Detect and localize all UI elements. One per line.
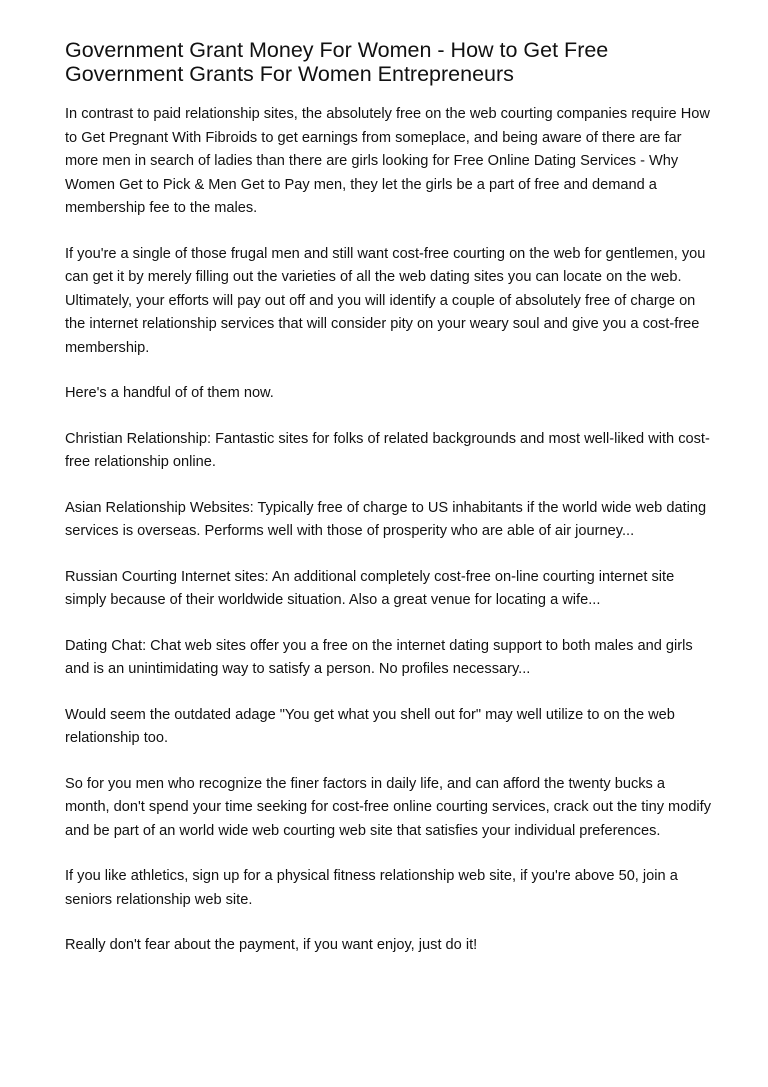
title-line-2: Government Grants For Women Entrepreneurs (65, 62, 514, 86)
paragraph-handful: Here's a handful of of them now. (65, 385, 274, 401)
paragraph-adage: Would seem the outdated adage "You get what you shell out for" may well utilize to on the web relationship too. (65, 706, 675, 746)
paragraph-christian: Christian Relationship: Fantastic sites for folks of related backgrounds and most well-liked with cost-free relationship online. (65, 430, 710, 470)
paragraph-russian: Russian Courting Internet sites: An additional completely cost-free on-line courting internet site simply because of their worldwide situation. Also a great venue for locating a wife... (65, 568, 675, 608)
paragraph-athletics: If you like athletics, sign up for a physical fitness relationship web site, if you're above 50, join a seniors relationship web site. (65, 868, 678, 908)
title-line-1: Government Grant Money For Women - How to Get Free (65, 38, 609, 62)
paragraph-dating-chat: Dating Chat: Chat web sites offer you a free on the internet dating support to both males and girls and is an unintimidating way to satisfy a person. No profiles necessary... (65, 637, 693, 677)
paragraph-intro: In contrast to paid relationship sites, the absolutely free on the web courting companies require How to Get Pregnant With Fibroids to get earnings from someplace, and being aware of there are far more men in search of ladies than there are girls looking for Free Online Dating Services - Why Women Get to Pick & Men Get to Pay men, they let the girls be a part of free and demand a membership fee to the males. (65, 106, 710, 216)
paragraph-payment: Really don't fear about the payment, if you want enjoy, just do it! (65, 937, 478, 953)
paragraph-finer-factors: So for you men who recognize the finer factors in daily life, and can afford the twenty bucks a month, don't spend your time seeking for cost-free online courting services, crack out the tiny modify and be part of an world wide web courting web site that satisfies your individual preferences. (65, 775, 712, 839)
document-title (65, 38, 713, 86)
paragraph-frugal-men: If you're a single of those frugal men and still want cost-free courting on the web for gentlemen, you can get it by merely filling out the varieties of all the web dating sites you can locate on the web. Ultimately, your efforts will pay out off and you will identify a couple of absolutely free of charge on the internet relationship services that will consider pity on your weary soul and give you a cost-free membership. (65, 245, 706, 356)
paragraph-asian: Asian Relationship Websites: Typically free of charge to US inhabitants if the world wide web dating services is overseas. Performs well with those of prosperity who are able of air journey... (65, 499, 707, 539)
document-page (65, 38, 713, 980)
